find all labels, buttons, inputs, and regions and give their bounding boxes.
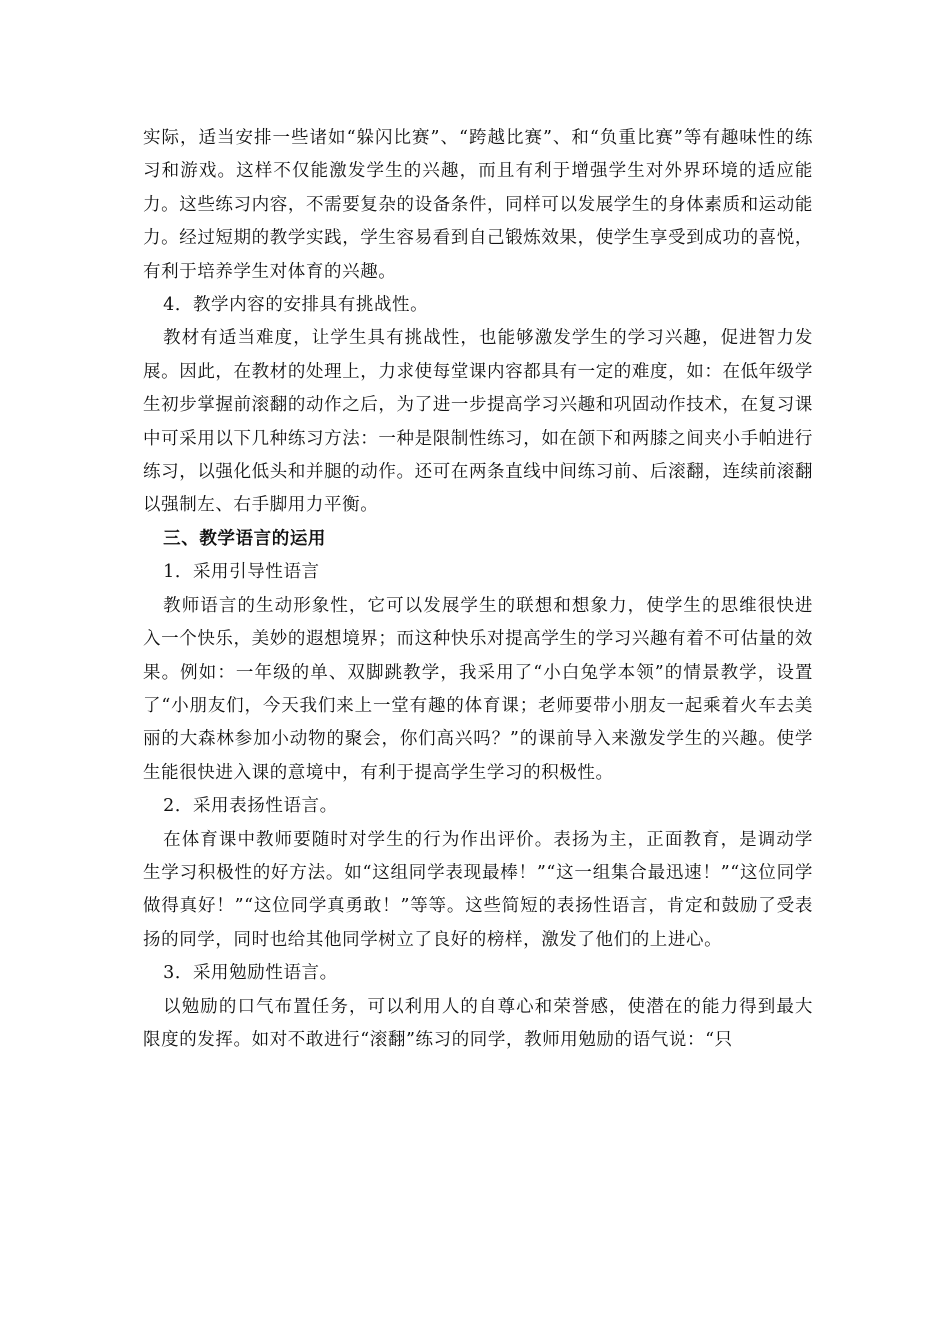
paragraph-praise-language: 在体育课中教师要随时对学生的行为作出评价。表扬为主，正面教育，是调动学生学习积极性的好方法。如“这组同学表现最棒！”“这一组集合最迅速！”“这位同学做得真好！”“这位同学真勇敢！”等等。这些简短的表扬性语言，肯定和鼓励了受表扬的同学，同时也给其他同学树立了良好的榜样，激发了他们的上进心。	[143, 829, 813, 950]
paragraph-encouraging-language: 以勉励的口气布置任务，可以利用人的自尊心和荣誉感，使潜在的能力得到最大限度的发挥。如对不敢进行“滚翻”练习的同学，教师用勉励的语气说：“只	[143, 996, 813, 1050]
section-heading-3: 三、教学语言的运用	[163, 528, 327, 549]
subheading-4: 4．教学内容的安排具有挑战性。	[163, 295, 429, 316]
paragraph-challenge: 教材有适当难度，让学生具有挑战性，也能够激发学生的学习兴趣，促进智力发展。因此，在教材的处理上，力求使每堂课内容都具有一定的难度，如：在低年级学生初步掌握前滚翻的动作之后，为了进一步提高学习兴趣和巩固动作技术，在复习课中可采用以下几种练习方法：一种是限制性练习，如在颌下和两膝之间夹小手帕进行练习，以强化低头和并腿的动作。还可在两条直线中间练习前、后滚翻，连续前滚翻以强制左、右手脚用力平衡。	[143, 328, 813, 516]
paragraph-continued: 实际，适当安排一些诸如“躲闪比赛”、“跨越比赛”、和“负重比赛”等有趣味性的练习和游戏。这样不仅能激发学生的兴趣，而且有利于增强学生对外界环境的适应能力。这些练习内容，不需要复杂的设备条件，同样可以发展学生的身体素质和运动能力。经过短期的教学实践，学生容易看到自己锻炼效果，使学生享受到成功的喜悦，有利于培养学生对体育的兴趣。	[143, 128, 813, 282]
subheading-3: 3．采用勉励性语言。	[163, 963, 338, 984]
paragraph-guiding-language: 教师语言的生动形象性，它可以发展学生的联想和想象力，使学生的思维很快进入一个快乐，美妙的遐想境界；而这种快乐对提高学生的学习兴趣有着不可估量的效果。例如：一年级的单、双脚跳教学，我采用了“小白兔学本领”的情景教学，设置了“小朋友们，今天我们来上一堂有趣的体育课；老师要带小朋友一起乘着火车去美丽的大森林参加小动物的聚会，你们高兴吗？”的课前导入来激发学生的兴趣。使学生能很快进入课的意境中，有利于提高学生学习的积极性。	[143, 595, 813, 783]
subheading-1: 1．采用引导性语言	[163, 562, 320, 583]
document-body	[143, 122, 813, 1057]
subheading-2: 2．采用表扬性语言。	[163, 796, 338, 817]
